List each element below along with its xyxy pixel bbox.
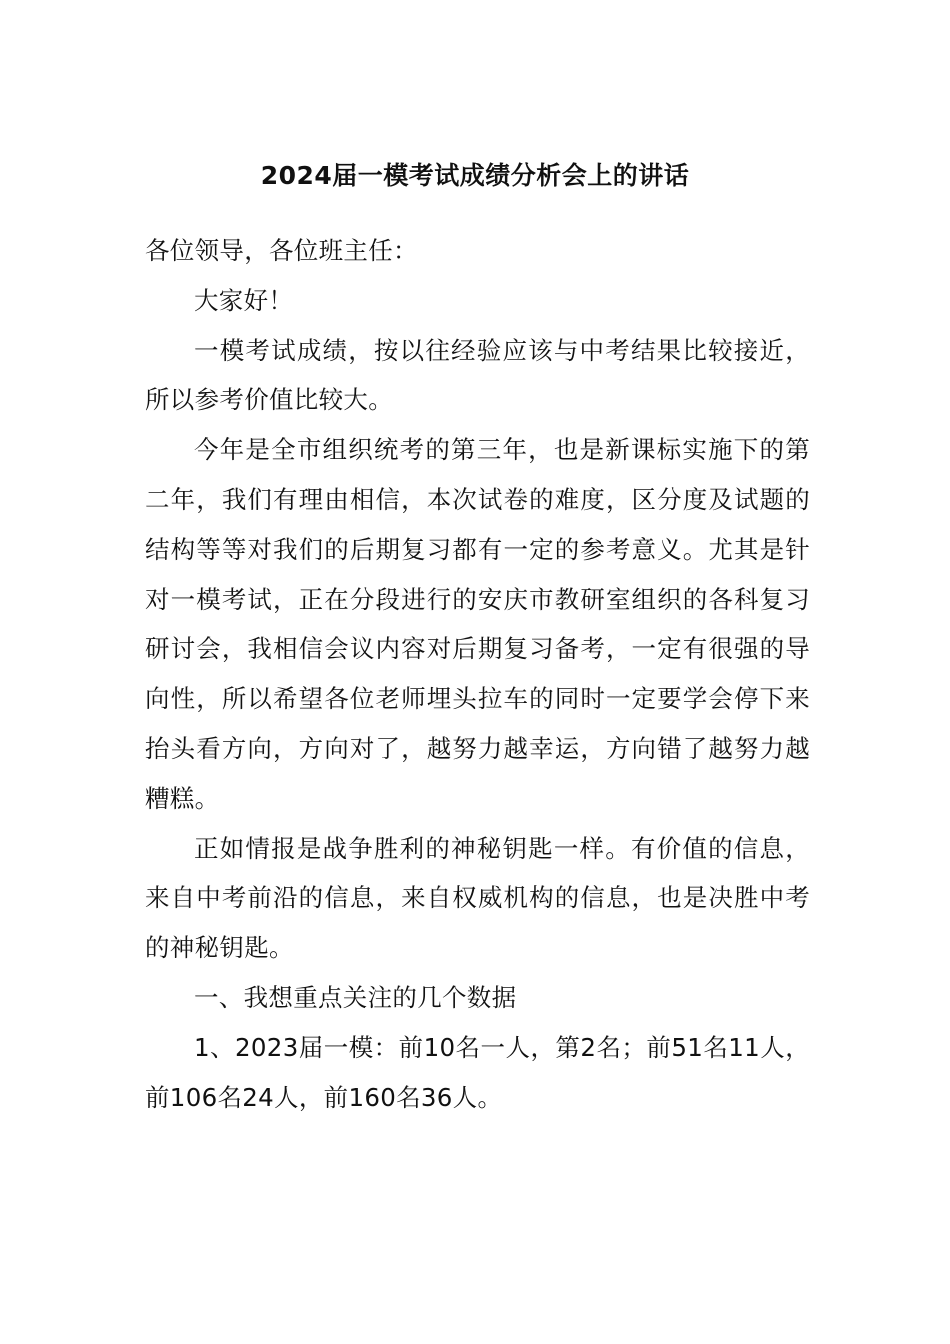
- document-body: [145, 226, 810, 1122]
- paragraph-unified-exam: 今年是全市组织统考的第三年，也是新课标实施下的第二年，我们有理由相信，本次试卷的难度，区分度及试题的结构等等对我们的后期复习都有一定的参考意义。尤其是针对一模考试，正在分段进行的安庆市教研室组织的各科复习研讨会，我相信会议内容对后期复习备考，一定有很强的导向性，所以希望各位老师埋头拉车的同时一定要学会停下来抬头看方向，方向对了，越努力越幸运，方向错了越努力越糟糕。: [145, 435, 810, 813]
- salutation: 各位领导，各位班主任：: [145, 236, 418, 265]
- paragraph-exam-value: 一模考试成绩，按以往经验应该与中考结果比较接近，所以参考价值比较大。: [145, 335, 810, 415]
- paragraph-data-point: 1、2023届一模：前10名一人，第2名；前51名11人，前106名24人，前160名36人。: [145, 1032, 810, 1112]
- paragraph-information: 正如情报是战争胜利的神秘钥匙一样。有价值的信息，来自中考前沿的信息，来自权威机构的信息，也是决胜中考的神秘钥匙。: [145, 833, 810, 963]
- document-title: 2024届一模考试成绩分析会上的讲话: [260, 161, 690, 190]
- paragraph-greeting: 大家好！: [194, 285, 294, 315]
- section-heading: 一、我想重点关注的几个数据: [194, 982, 517, 1012]
